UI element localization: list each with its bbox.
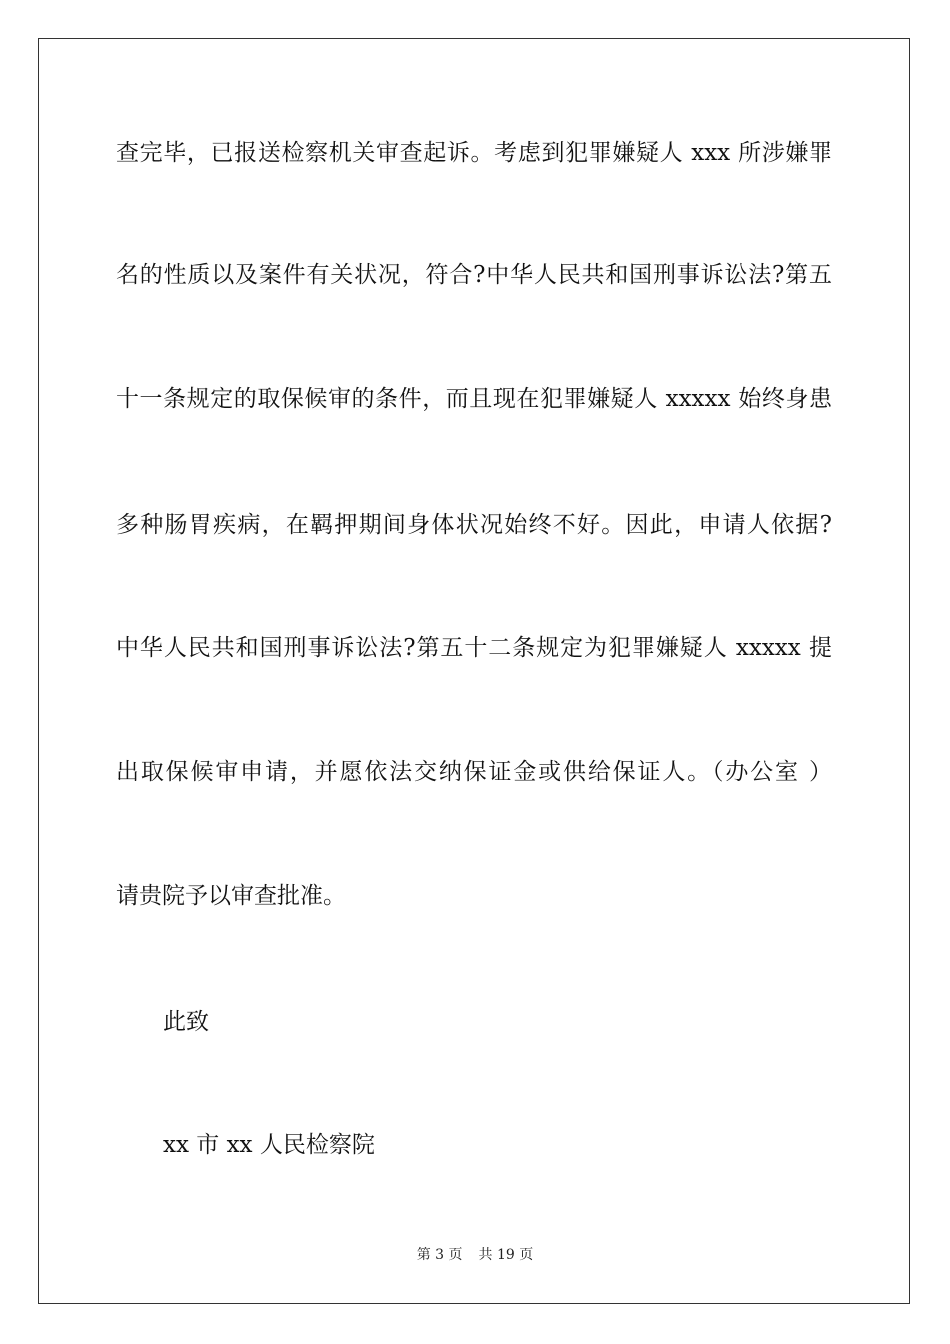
body-line-2: 名的性质以及案件有关状况，符合?中华人民共和国刑事诉讼法?第五 xyxy=(116,262,832,288)
recipient-name: xx 市 xx 人民检察院 xyxy=(163,1132,375,1158)
page-frame xyxy=(38,38,910,1304)
page-number-current: 第 3 页 xyxy=(416,1247,463,1263)
page-footer xyxy=(0,1246,950,1264)
body-line-4: 多种肠胃疾病，在羁押期间身体状况始终不好。因此，申请人依据? xyxy=(116,512,832,538)
body-line-7: 请贵院予以审查批准。 xyxy=(116,883,346,909)
closing-salutation: 此致 xyxy=(163,1009,209,1035)
body-line-6: 出取保候审申请，并愿依法交纳保证金或供给保证人。（办公室 ） xyxy=(116,759,832,785)
body-line-3: 十一条规定的取保候审的条件，而且现在犯罪嫌疑人 xxxxx 始终身患 xyxy=(116,386,832,412)
page-number-total: 共 19 页 xyxy=(478,1247,534,1263)
body-line-1: 查完毕，已报送检察机关审查起诉。考虑到犯罪嫌疑人 xxx 所涉嫌罪 xyxy=(116,140,832,166)
body-line-5: 中华人民共和国刑事诉讼法?第五十二条规定为犯罪嫌疑人 xxxxx 提 xyxy=(116,635,832,661)
